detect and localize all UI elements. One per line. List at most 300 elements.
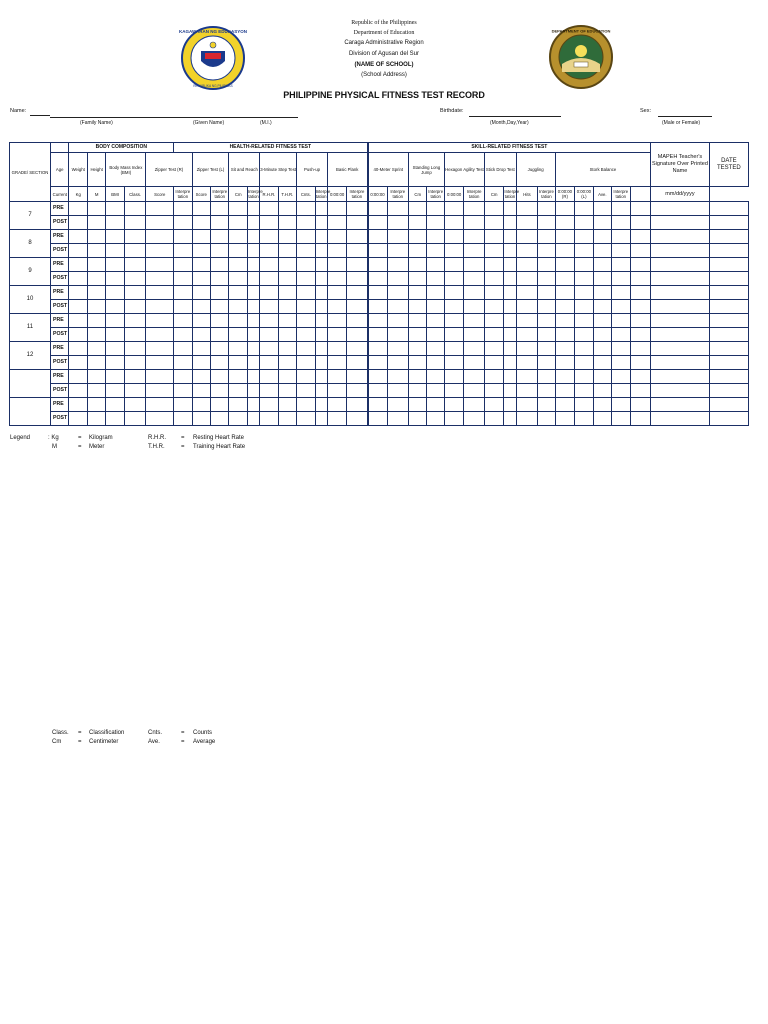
entry-cell[interactable] — [555, 342, 574, 356]
entry-cell[interactable] — [630, 412, 651, 426]
entry-cell[interactable] — [315, 314, 327, 328]
entry-cell[interactable] — [327, 216, 346, 230]
entry-cell[interactable] — [106, 286, 124, 300]
entry-cell[interactable] — [575, 342, 593, 356]
entry-cell[interactable] — [87, 244, 105, 258]
entry-cell[interactable] — [409, 412, 427, 426]
entry-cell[interactable] — [315, 328, 327, 342]
entry-cell[interactable] — [484, 328, 503, 342]
entry-cell[interactable] — [464, 328, 485, 342]
entry-cell[interactable] — [464, 356, 485, 370]
entry-cell[interactable] — [69, 244, 87, 258]
entry-cell[interactable] — [229, 412, 247, 426]
entry-cell[interactable] — [555, 230, 574, 244]
entry-cell[interactable] — [174, 412, 192, 426]
entry-cell[interactable] — [555, 244, 574, 258]
entry-cell[interactable] — [444, 314, 463, 328]
entry-cell[interactable] — [124, 370, 146, 384]
entry-cell[interactable] — [409, 230, 427, 244]
entry-cell[interactable] — [297, 286, 315, 300]
entry-cell[interactable] — [444, 202, 463, 216]
entry-cell[interactable] — [409, 370, 427, 384]
entry-cell[interactable] — [368, 370, 387, 384]
entry-cell[interactable] — [387, 300, 409, 314]
entry-cell[interactable] — [315, 412, 327, 426]
entry-cell[interactable] — [555, 216, 574, 230]
entry-cell[interactable] — [124, 300, 146, 314]
entry-cell[interactable] — [387, 286, 409, 300]
entry-cell[interactable] — [387, 272, 409, 286]
entry-cell[interactable] — [504, 244, 516, 258]
entry-cell[interactable] — [260, 216, 278, 230]
entry-cell[interactable] — [211, 216, 229, 230]
entry-cell[interactable] — [427, 300, 444, 314]
entry-cell[interactable] — [247, 300, 259, 314]
entry-cell[interactable] — [538, 286, 555, 300]
entry-cell[interactable] — [368, 342, 387, 356]
entry-cell[interactable] — [192, 314, 210, 328]
entry-cell[interactable] — [106, 328, 124, 342]
entry-cell[interactable] — [297, 230, 315, 244]
entry-cell[interactable] — [464, 398, 485, 412]
entry-cell[interactable] — [538, 384, 555, 398]
entry-cell[interactable] — [87, 384, 105, 398]
entry-cell[interactable] — [630, 216, 651, 230]
entry-cell[interactable] — [247, 202, 259, 216]
entry-cell[interactable] — [630, 244, 651, 258]
entry-cell[interactable] — [347, 216, 368, 230]
entry-cell[interactable] — [347, 412, 368, 426]
entry-cell[interactable] — [612, 328, 630, 342]
entry-cell[interactable] — [146, 328, 174, 342]
entry-cell[interactable] — [593, 300, 611, 314]
entry-cell[interactable] — [124, 202, 146, 216]
entry-cell[interactable] — [192, 356, 210, 370]
entry-cell[interactable] — [368, 272, 387, 286]
entry-cell[interactable] — [593, 202, 611, 216]
entry-cell[interactable] — [504, 398, 516, 412]
entry-cell[interactable] — [651, 202, 709, 216]
entry-cell[interactable] — [69, 384, 87, 398]
entry-cell[interactable] — [387, 356, 409, 370]
entry-cell[interactable] — [538, 356, 555, 370]
entry-cell[interactable] — [630, 314, 651, 328]
entry-cell[interactable] — [124, 356, 146, 370]
entry-cell[interactable] — [174, 356, 192, 370]
entry-cell[interactable] — [484, 384, 503, 398]
entry-cell[interactable] — [538, 216, 555, 230]
entry-cell[interactable] — [464, 272, 485, 286]
entry-cell[interactable] — [484, 216, 503, 230]
entry-cell[interactable] — [444, 328, 463, 342]
entry-cell[interactable] — [347, 328, 368, 342]
entry-cell[interactable] — [368, 230, 387, 244]
entry-cell[interactable] — [315, 272, 327, 286]
entry-cell[interactable] — [247, 398, 259, 412]
entry-cell[interactable] — [464, 314, 485, 328]
entry-cell[interactable] — [484, 258, 503, 272]
entry-cell[interactable] — [516, 356, 538, 370]
entry-cell[interactable] — [247, 286, 259, 300]
entry-cell[interactable] — [327, 384, 346, 398]
entry-cell[interactable] — [368, 202, 387, 216]
entry-cell[interactable] — [260, 384, 278, 398]
entry-cell[interactable] — [504, 328, 516, 342]
entry-cell[interactable] — [593, 244, 611, 258]
entry-cell[interactable] — [87, 300, 105, 314]
entry-cell[interactable] — [444, 342, 463, 356]
entry-cell[interactable] — [630, 370, 651, 384]
entry-cell[interactable] — [651, 328, 709, 342]
entry-cell[interactable] — [229, 286, 247, 300]
entry-cell[interactable] — [229, 328, 247, 342]
entry-cell[interactable] — [327, 244, 346, 258]
entry-cell[interactable] — [327, 230, 346, 244]
entry-cell[interactable] — [593, 216, 611, 230]
entry-cell[interactable] — [192, 230, 210, 244]
entry-cell[interactable] — [387, 202, 409, 216]
entry-cell[interactable] — [124, 398, 146, 412]
entry-cell[interactable] — [327, 356, 346, 370]
entry-cell[interactable] — [327, 412, 346, 426]
entry-cell[interactable] — [575, 286, 593, 300]
entry-cell[interactable] — [612, 258, 630, 272]
entry-cell[interactable] — [297, 328, 315, 342]
entry-cell[interactable] — [612, 230, 630, 244]
entry-cell[interactable] — [87, 328, 105, 342]
entry-cell[interactable] — [211, 398, 229, 412]
entry-cell[interactable] — [260, 328, 278, 342]
entry-cell[interactable] — [211, 230, 229, 244]
entry-cell[interactable] — [146, 398, 174, 412]
entry-cell[interactable] — [630, 300, 651, 314]
entry-cell[interactable] — [174, 342, 192, 356]
entry-cell[interactable] — [538, 328, 555, 342]
entry-cell[interactable] — [106, 342, 124, 356]
entry-cell[interactable] — [347, 384, 368, 398]
entry-cell[interactable] — [247, 328, 259, 342]
entry-cell[interactable] — [709, 300, 748, 314]
entry-cell[interactable] — [630, 384, 651, 398]
entry-cell[interactable] — [106, 202, 124, 216]
entry-cell[interactable] — [174, 370, 192, 384]
entry-cell[interactable] — [174, 230, 192, 244]
entry-cell[interactable] — [229, 356, 247, 370]
entry-cell[interactable] — [211, 258, 229, 272]
entry-cell[interactable] — [69, 286, 87, 300]
entry-cell[interactable] — [484, 370, 503, 384]
entry-cell[interactable] — [297, 272, 315, 286]
entry-cell[interactable] — [504, 258, 516, 272]
entry-cell[interactable] — [651, 286, 709, 300]
entry-cell[interactable] — [347, 300, 368, 314]
entry-cell[interactable] — [87, 398, 105, 412]
entry-cell[interactable] — [229, 398, 247, 412]
entry-cell[interactable] — [612, 398, 630, 412]
entry-cell[interactable] — [192, 202, 210, 216]
entry-cell[interactable] — [516, 412, 538, 426]
entry-cell[interactable] — [297, 258, 315, 272]
entry-cell[interactable] — [444, 230, 463, 244]
entry-cell[interactable] — [444, 286, 463, 300]
entry-cell[interactable] — [630, 286, 651, 300]
entry-cell[interactable] — [651, 216, 709, 230]
entry-cell[interactable] — [211, 300, 229, 314]
entry-cell[interactable] — [464, 342, 485, 356]
entry-cell[interactable] — [387, 216, 409, 230]
entry-cell[interactable] — [516, 244, 538, 258]
entry-cell[interactable] — [516, 272, 538, 286]
entry-cell[interactable] — [651, 314, 709, 328]
entry-cell[interactable] — [278, 398, 296, 412]
entry-cell[interactable] — [516, 286, 538, 300]
entry-cell[interactable] — [427, 342, 444, 356]
entry-cell[interactable] — [106, 398, 124, 412]
entry-cell[interactable] — [297, 342, 315, 356]
entry-cell[interactable] — [192, 370, 210, 384]
entry-cell[interactable] — [575, 356, 593, 370]
entry-cell[interactable] — [229, 370, 247, 384]
entry-cell[interactable] — [229, 314, 247, 328]
entry-cell[interactable] — [146, 216, 174, 230]
entry-cell[interactable] — [87, 342, 105, 356]
entry-cell[interactable] — [229, 244, 247, 258]
name-field-line[interactable] — [50, 117, 298, 118]
entry-cell[interactable] — [87, 272, 105, 286]
entry-cell[interactable] — [538, 230, 555, 244]
entry-cell[interactable] — [555, 370, 574, 384]
entry-cell[interactable] — [709, 398, 748, 412]
entry-cell[interactable] — [484, 398, 503, 412]
entry-cell[interactable] — [516, 202, 538, 216]
entry-cell[interactable] — [504, 300, 516, 314]
entry-cell[interactable] — [278, 286, 296, 300]
entry-cell[interactable] — [146, 244, 174, 258]
entry-cell[interactable] — [247, 272, 259, 286]
birthdate-field-line[interactable] — [469, 116, 561, 117]
entry-cell[interactable] — [612, 300, 630, 314]
entry-cell[interactable] — [247, 314, 259, 328]
entry-cell[interactable] — [630, 230, 651, 244]
entry-cell[interactable] — [69, 202, 87, 216]
entry-cell[interactable] — [229, 202, 247, 216]
entry-cell[interactable] — [247, 244, 259, 258]
entry-cell[interactable] — [427, 216, 444, 230]
entry-cell[interactable] — [87, 314, 105, 328]
entry-cell[interactable] — [444, 398, 463, 412]
entry-cell[interactable] — [538, 412, 555, 426]
entry-cell[interactable] — [444, 356, 463, 370]
entry-cell[interactable] — [124, 258, 146, 272]
entry-cell[interactable] — [278, 342, 296, 356]
entry-cell[interactable] — [427, 356, 444, 370]
entry-cell[interactable] — [516, 258, 538, 272]
entry-cell[interactable] — [146, 356, 174, 370]
entry-cell[interactable] — [347, 398, 368, 412]
entry-cell[interactable] — [229, 258, 247, 272]
entry-cell[interactable] — [555, 328, 574, 342]
entry-cell[interactable] — [124, 244, 146, 258]
entry-cell[interactable] — [538, 342, 555, 356]
entry-cell[interactable] — [247, 370, 259, 384]
entry-cell[interactable] — [464, 202, 485, 216]
entry-cell[interactable] — [555, 412, 574, 426]
entry-cell[interactable] — [709, 356, 748, 370]
entry-cell[interactable] — [555, 356, 574, 370]
entry-cell[interactable] — [315, 258, 327, 272]
entry-cell[interactable] — [315, 370, 327, 384]
entry-cell[interactable] — [278, 328, 296, 342]
entry-cell[interactable] — [575, 202, 593, 216]
entry-cell[interactable] — [278, 314, 296, 328]
entry-cell[interactable] — [87, 412, 105, 426]
entry-cell[interactable] — [174, 216, 192, 230]
entry-cell[interactable] — [87, 202, 105, 216]
entry-cell[interactable] — [297, 314, 315, 328]
entry-cell[interactable] — [651, 230, 709, 244]
entry-cell[interactable] — [247, 412, 259, 426]
entry-cell[interactable] — [247, 258, 259, 272]
entry-cell[interactable] — [192, 286, 210, 300]
entry-cell[interactable] — [368, 384, 387, 398]
entry-cell[interactable] — [87, 370, 105, 384]
entry-cell[interactable] — [709, 258, 748, 272]
entry-cell[interactable] — [427, 328, 444, 342]
entry-cell[interactable] — [297, 202, 315, 216]
entry-cell[interactable] — [444, 244, 463, 258]
entry-cell[interactable] — [327, 272, 346, 286]
entry-cell[interactable] — [260, 342, 278, 356]
entry-cell[interactable] — [146, 314, 174, 328]
entry-cell[interactable] — [247, 342, 259, 356]
entry-cell[interactable] — [538, 398, 555, 412]
entry-cell[interactable] — [709, 342, 748, 356]
entry-cell[interactable] — [593, 328, 611, 342]
entry-cell[interactable] — [409, 356, 427, 370]
entry-cell[interactable] — [229, 342, 247, 356]
entry-cell[interactable] — [427, 314, 444, 328]
entry-cell[interactable] — [427, 244, 444, 258]
entry-cell[interactable] — [651, 272, 709, 286]
entry-cell[interactable] — [106, 412, 124, 426]
entry-cell[interactable] — [278, 300, 296, 314]
entry-cell[interactable] — [709, 328, 748, 342]
entry-cell[interactable] — [575, 258, 593, 272]
entry-cell[interactable] — [347, 356, 368, 370]
entry-cell[interactable] — [87, 216, 105, 230]
entry-cell[interactable] — [504, 356, 516, 370]
entry-cell[interactable] — [464, 370, 485, 384]
entry-cell[interactable] — [516, 398, 538, 412]
entry-cell[interactable] — [709, 370, 748, 384]
entry-cell[interactable] — [229, 272, 247, 286]
entry-cell[interactable] — [464, 230, 485, 244]
entry-cell[interactable] — [651, 370, 709, 384]
entry-cell[interactable] — [247, 230, 259, 244]
entry-cell[interactable] — [612, 412, 630, 426]
entry-cell[interactable] — [174, 272, 192, 286]
entry-cell[interactable] — [211, 202, 229, 216]
entry-cell[interactable] — [368, 356, 387, 370]
entry-cell[interactable] — [575, 230, 593, 244]
entry-cell[interactable] — [387, 412, 409, 426]
entry-cell[interactable] — [247, 356, 259, 370]
entry-cell[interactable] — [427, 230, 444, 244]
entry-cell[interactable] — [327, 202, 346, 216]
entry-cell[interactable] — [69, 272, 87, 286]
entry-cell[interactable] — [347, 244, 368, 258]
entry-cell[interactable] — [464, 412, 485, 426]
entry-cell[interactable] — [69, 328, 87, 342]
entry-cell[interactable] — [69, 398, 87, 412]
entry-cell[interactable] — [504, 272, 516, 286]
entry-cell[interactable] — [630, 272, 651, 286]
entry-cell[interactable] — [146, 230, 174, 244]
entry-cell[interactable] — [260, 272, 278, 286]
entry-cell[interactable] — [315, 202, 327, 216]
entry-cell[interactable] — [464, 216, 485, 230]
entry-cell[interactable] — [260, 412, 278, 426]
entry-cell[interactable] — [651, 356, 709, 370]
entry-cell[interactable] — [504, 370, 516, 384]
entry-cell[interactable] — [516, 314, 538, 328]
entry-cell[interactable] — [124, 286, 146, 300]
entry-cell[interactable] — [315, 342, 327, 356]
entry-cell[interactable] — [651, 384, 709, 398]
entry-cell[interactable] — [444, 272, 463, 286]
entry-cell[interactable] — [612, 272, 630, 286]
entry-cell[interactable] — [69, 258, 87, 272]
entry-cell[interactable] — [427, 272, 444, 286]
entry-cell[interactable] — [368, 398, 387, 412]
entry-cell[interactable] — [297, 370, 315, 384]
entry-cell[interactable] — [464, 286, 485, 300]
entry-cell[interactable] — [575, 412, 593, 426]
entry-cell[interactable] — [409, 384, 427, 398]
entry-cell[interactable] — [106, 300, 124, 314]
entry-cell[interactable] — [651, 300, 709, 314]
entry-cell[interactable] — [504, 202, 516, 216]
entry-cell[interactable] — [612, 370, 630, 384]
entry-cell[interactable] — [124, 384, 146, 398]
entry-cell[interactable] — [538, 370, 555, 384]
entry-cell[interactable] — [347, 314, 368, 328]
entry-cell[interactable] — [192, 398, 210, 412]
entry-cell[interactable] — [555, 202, 574, 216]
entry-cell[interactable] — [427, 202, 444, 216]
entry-cell[interactable] — [146, 412, 174, 426]
entry-cell[interactable] — [709, 230, 748, 244]
entry-cell[interactable] — [538, 258, 555, 272]
entry-cell[interactable] — [87, 230, 105, 244]
entry-cell[interactable] — [278, 202, 296, 216]
entry-cell[interactable] — [387, 258, 409, 272]
entry-cell[interactable] — [174, 202, 192, 216]
entry-cell[interactable] — [387, 384, 409, 398]
entry-cell[interactable] — [87, 356, 105, 370]
entry-cell[interactable] — [192, 342, 210, 356]
entry-cell[interactable] — [260, 356, 278, 370]
entry-cell[interactable] — [260, 258, 278, 272]
entry-cell[interactable] — [315, 300, 327, 314]
sex-field-line[interactable] — [658, 116, 712, 117]
entry-cell[interactable] — [612, 244, 630, 258]
entry-cell[interactable] — [146, 286, 174, 300]
entry-cell[interactable] — [327, 314, 346, 328]
entry-cell[interactable] — [327, 286, 346, 300]
entry-cell[interactable] — [409, 342, 427, 356]
entry-cell[interactable] — [211, 356, 229, 370]
